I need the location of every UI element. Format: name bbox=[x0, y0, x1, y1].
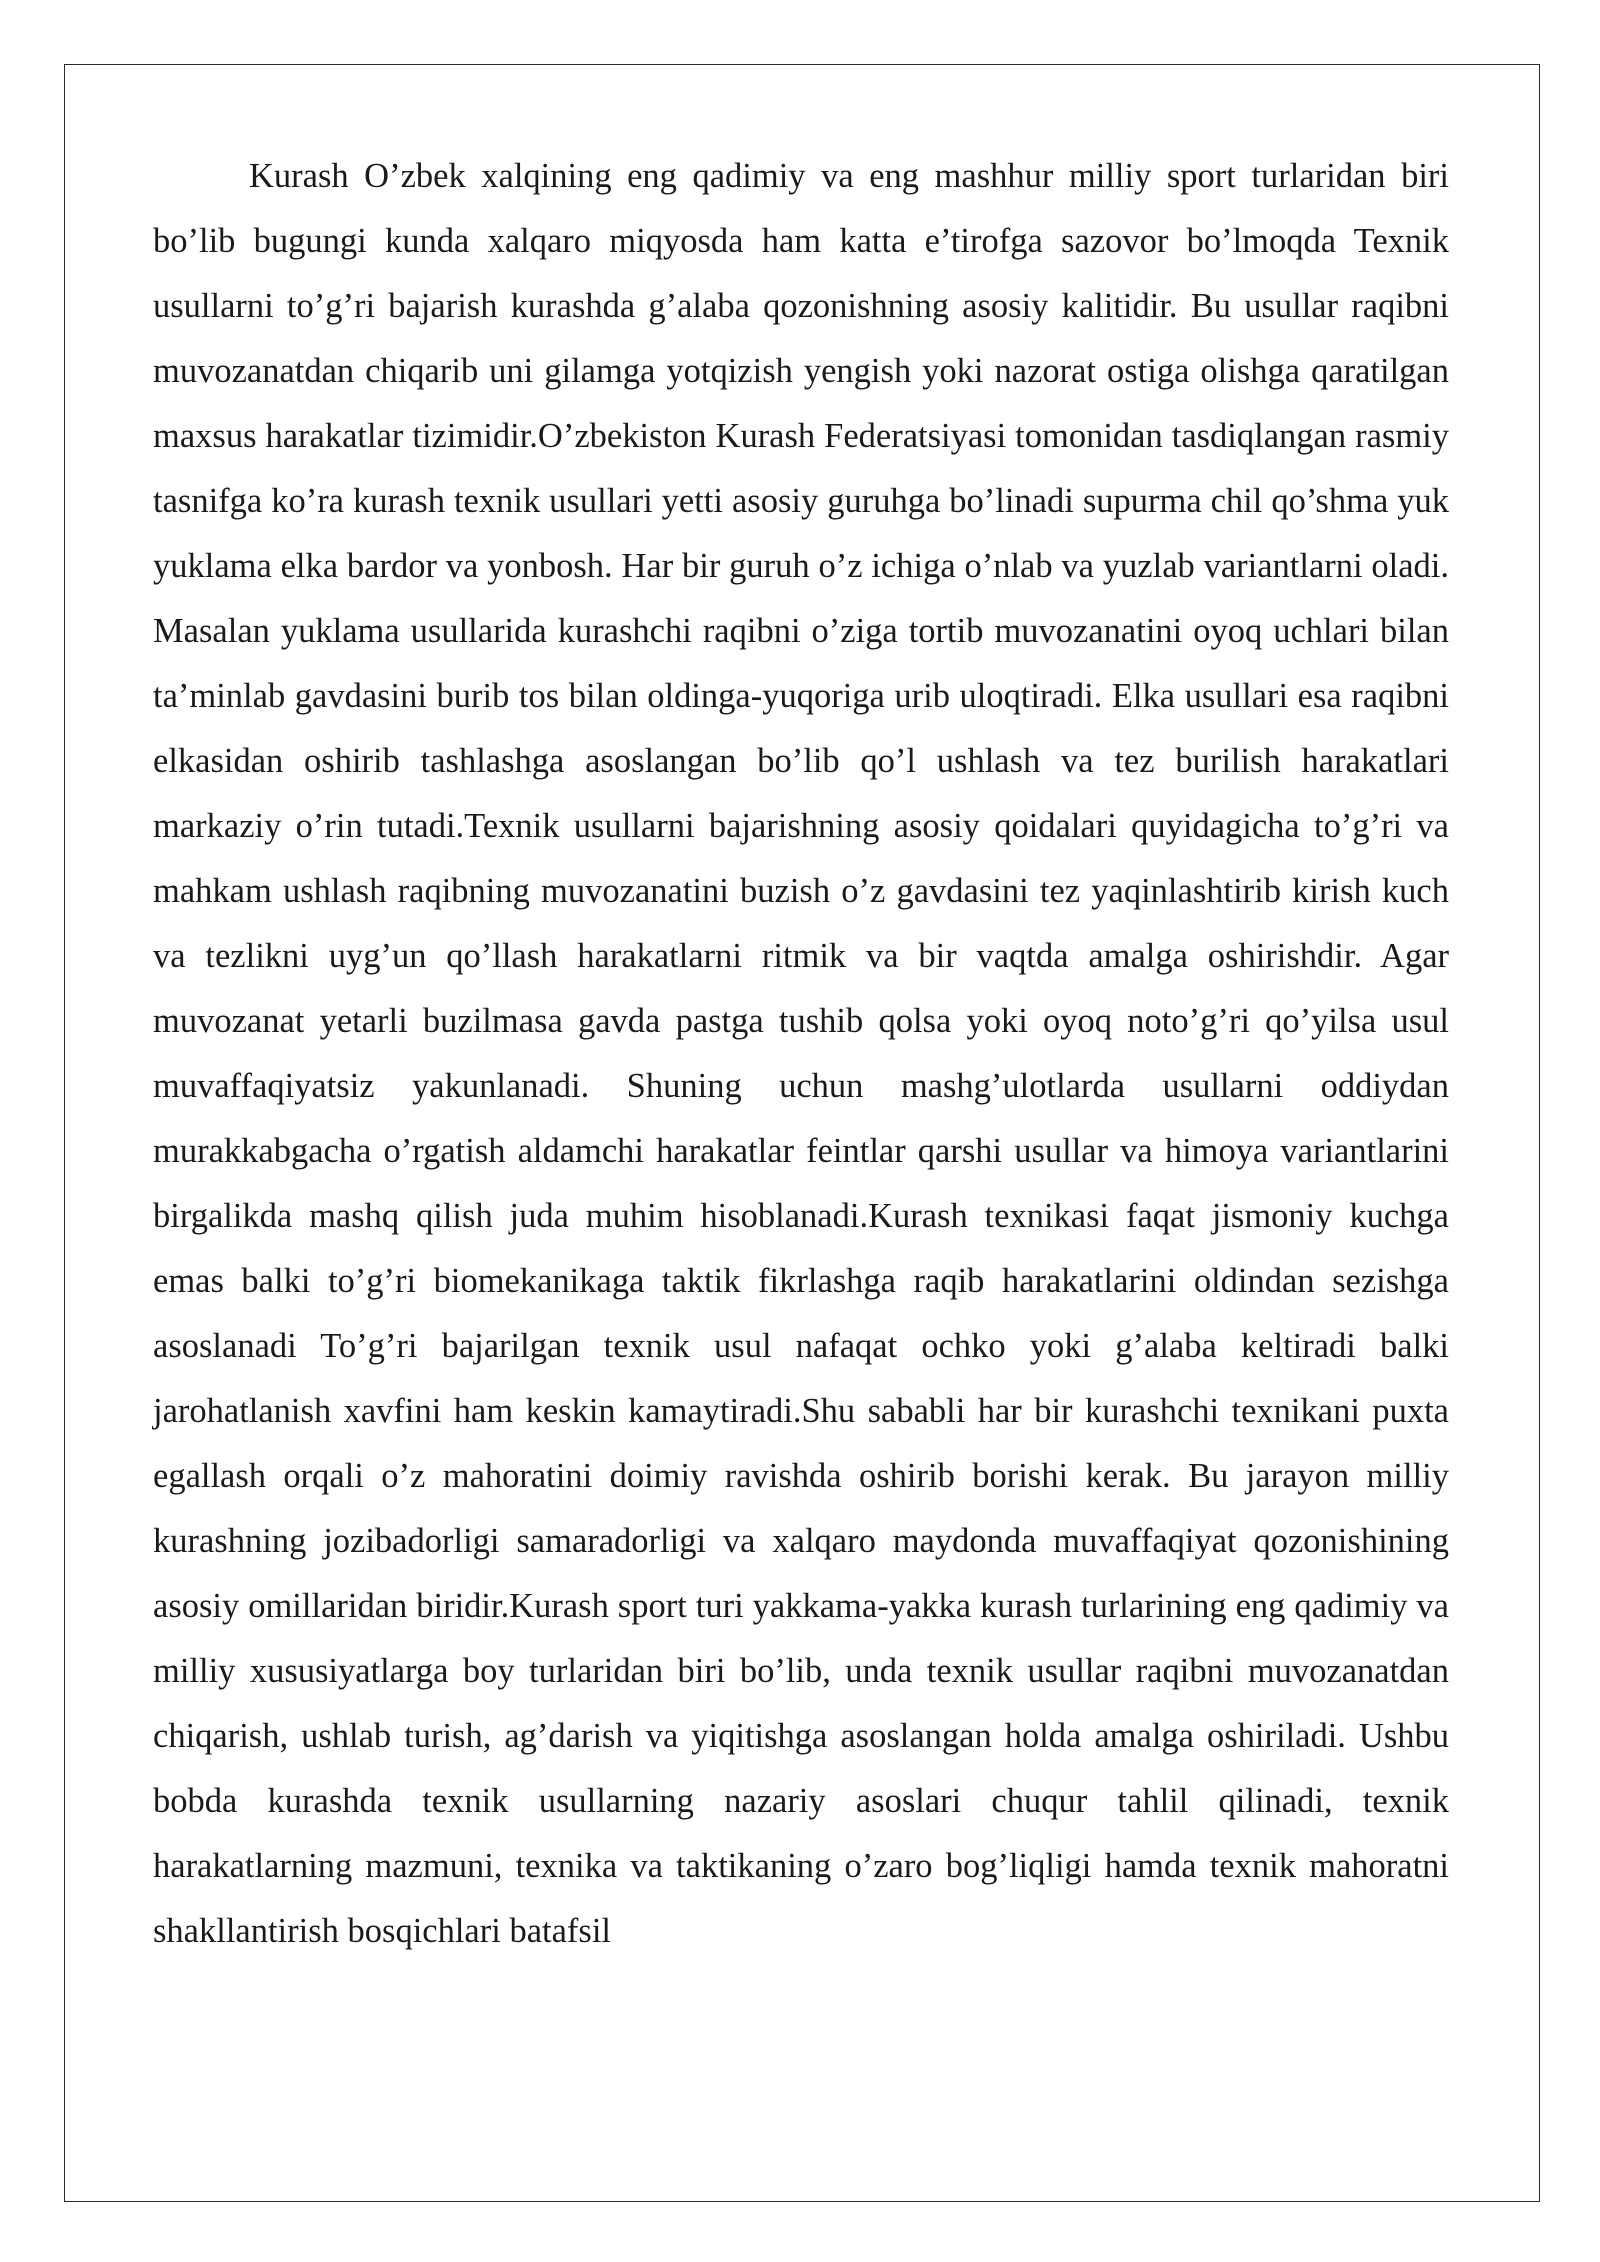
body-paragraph: Kurash O’zbek xalqining eng qadimiy va eng mashhur milliy sport turlaridan biri bo’lib bugungi kunda xalqaro miqyosda ham katta e’tirofga sazovor bo’lmoqda Texnik usullarni to’g’ri bajarish kurashda g’alaba qozonishning asosiy kalitidir. Bu usullar raqibni muvozanatdan chiqarib uni gilamga yotqizish yengish yoki nazorat ostiga olishga qaratilgan maxsus harakatlar tizimidir.O’zbekiston Kurash Federatsiyasi tomonidan tasdiqlangan rasmiy tasnifga ko’ra kurash texnik usullari yetti asosiy guruhga bo’linadi supurma chil qo’shma yuk yuklama elka bardor va yonbosh. Har bir guruh o’z ichiga o’nlab va yuzlab variantlarni oladi. Masalan yuklama usullarida kurashchi raqibni o’ziga tortib muvozanatini oyoq uchlari bilan ta’minlab gavdasini burib tos bilan oldinga-yuqoriga urib uloqtiradi. Elka usullari esa raqibni elkasidan oshirib tashlashga asoslangan bo’lib qo’l ushlash va tez burilish harakatlari markaziy o’rin tutadi.Texnik usullarni bajarishning asosiy qoidalari quyidagicha to’g’ri va mahkam ushlash raqibning muvozanatini buzish o’z gavdasini tez yaqinlashtirib kirish kuch va tezlikni uyg’un qo’llash harakatlarni ritmik va bir vaqtda amalga oshirishdir. Agar muvozanat yetarli buzilmasa gavda pastga tushib qolsa yoki oyoq noto’g’ri qo’yilsa usul muvaffaqiyatsiz yakunlanadi. Shuning uchun mashg’ulotlarda usullarni oddiydan murakkabgacha o’rgatish aldamchi harakatlar feintlar qarshi usullar va himoya variantlarini birgalikda mashq qilish juda muhim hisoblanadi.Kurash texnikasi faqat jismoniy kuchga emas balki to’g’ri biomekanikaga taktik fikrlashga raqib harakatlarini oldindan sezishga asoslanadi To’g’ri bajarilgan texnik usul nafaqat ochko yoki g’alaba keltiradi balki jarohatlanish xavfini ham keskin kamaytiradi.Shu sababli har bir kurashchi texnikani puxta egallash orqali o’z mahoratini doimiy ravishda oshirib borishi kerak. Bu jarayon milliy kurashning jozibadorligi samaradorligi va xalqaro maydonda muvaffaqiyat qozonishining asosiy omillaridan biridir.Kurash sport turi yakkama-yakka kurash turlarining eng qadimiy va milliy xususiyatlarga boy turlaridan biri bo’lib, unda texnik usullar raqibni muvozanatdan chiqarish, ushlab turish, ag’darish va yiqitishga asoslangan holda amalga oshiriladi. Ushbu bobda kurashda texnik usullarning nazariy asoslari chuqur tahlil qilinadi, texnik harakatlarning mazmuni, texnika va taktikaning o’zaro bog’liqligi hamda texnik mahoratni shakllantirish bosqichlari batafsil bbox=[153, 157, 1449, 1950]
